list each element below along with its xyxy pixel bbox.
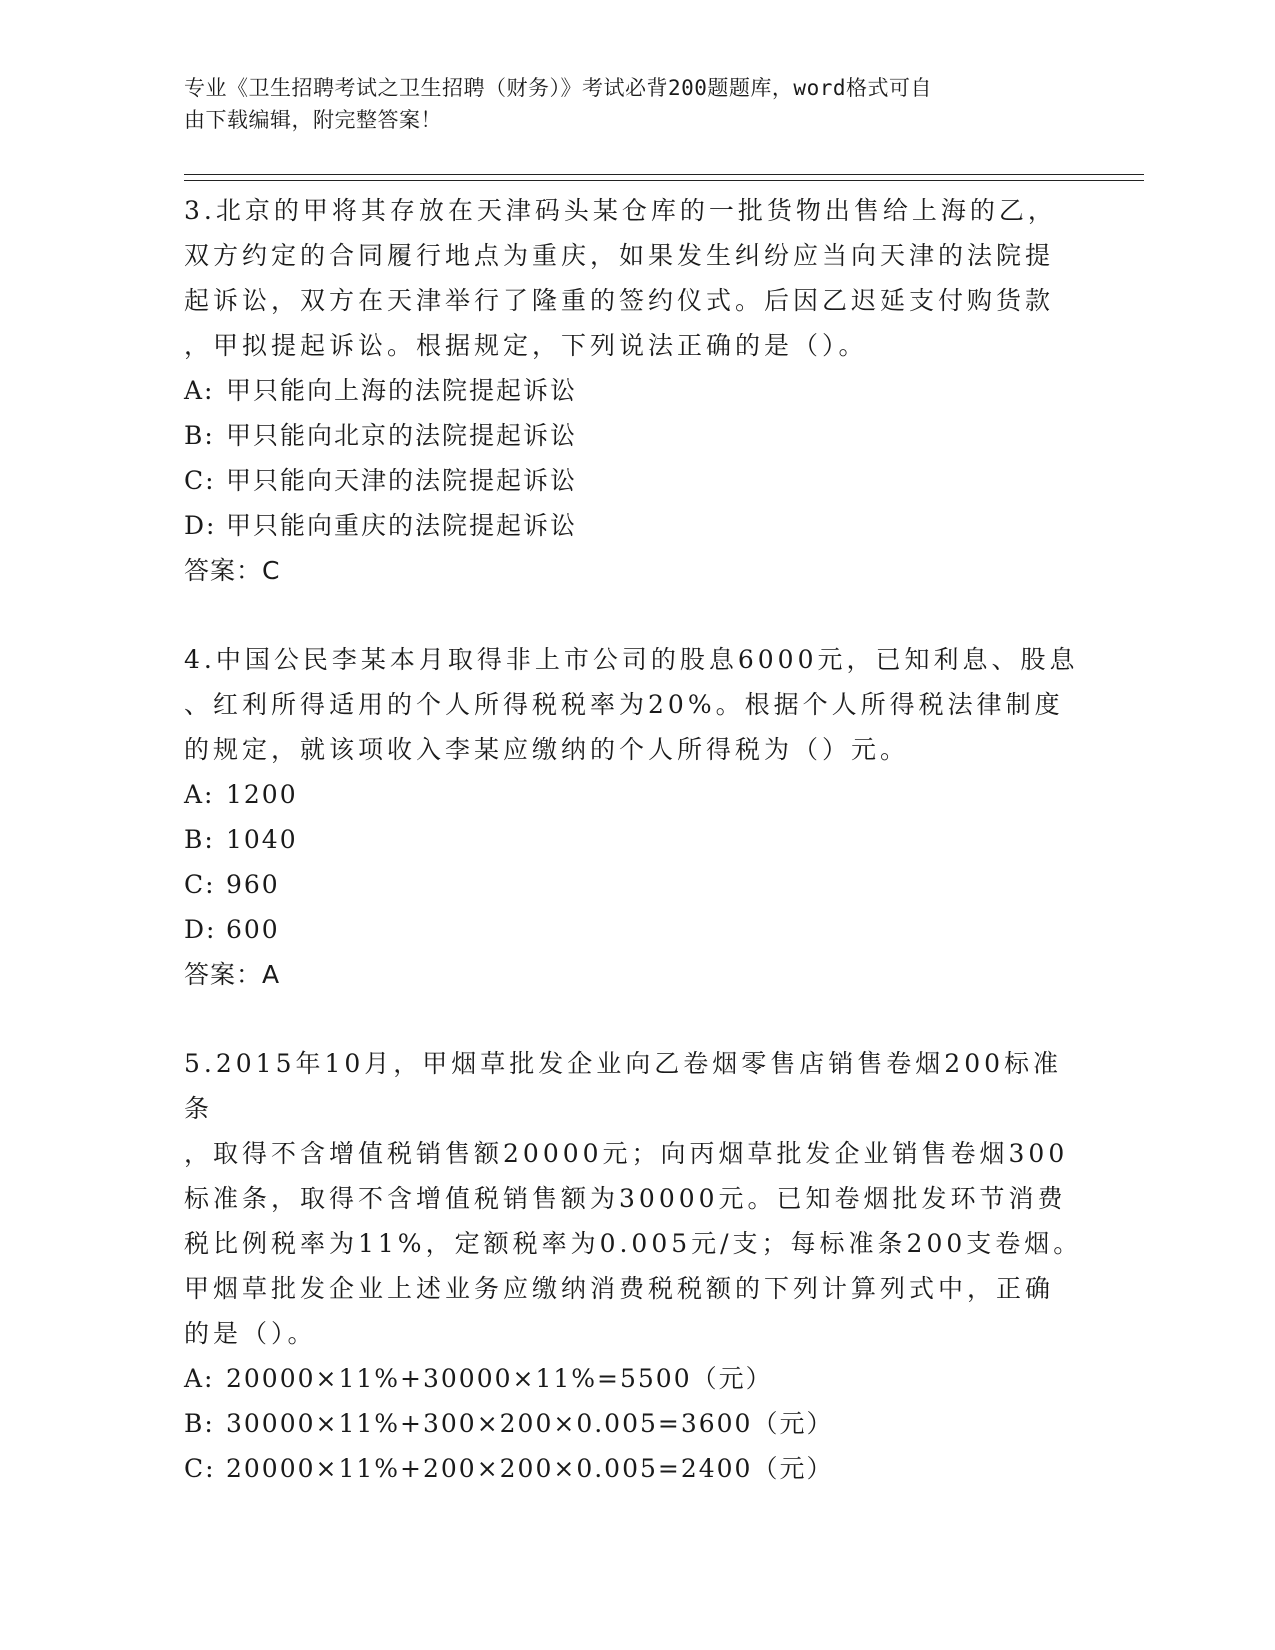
option-letter: A: xyxy=(184,376,215,405)
option-letter: C: xyxy=(184,466,216,495)
option-b xyxy=(184,1401,1084,1446)
question-stem-line: 4.中国公民李某本月取得非上市公司的股息6000元，已知利息、股息 xyxy=(184,645,1079,674)
header-divider-bottom xyxy=(184,180,1144,181)
option-text: 1040 xyxy=(226,825,298,854)
option-letter: C: xyxy=(184,1454,216,1483)
option-letter: B: xyxy=(184,1409,215,1438)
option-text: 20000×11%+200×200×0.005=2400（元） xyxy=(226,1454,834,1483)
question-stem-line: 双方约定的合同履行地点为重庆，如果发生纠纷应当向天津的法院提 xyxy=(184,241,1055,270)
question-stem-line: 甲烟草批发企业上述业务应缴纳消费税税额的下列计算列式中，正确 xyxy=(184,1274,1055,1303)
option-d xyxy=(184,503,1084,548)
option-b xyxy=(184,817,1084,862)
option-letter: B: xyxy=(184,825,215,854)
option-c xyxy=(184,1446,1084,1491)
option-letter: D: xyxy=(184,511,217,540)
question-4 xyxy=(184,637,1084,997)
question-stem-line: 的规定，就该项收入李某应缴纳的个人所得税为（）元。 xyxy=(184,735,910,764)
option-d xyxy=(184,907,1084,952)
header-line-2: 由下载编辑，附完整答案！ xyxy=(184,108,442,132)
option-text: 1200 xyxy=(226,780,298,809)
option-a xyxy=(184,1356,1084,1401)
question-5 xyxy=(184,1041,1084,1491)
option-a xyxy=(184,368,1084,413)
header-divider-top xyxy=(184,174,1144,175)
option-text: 甲只能向重庆的法院提起诉讼 xyxy=(226,511,578,540)
answer-line: 答案：A xyxy=(184,960,281,989)
header-line-1: 专业《卫生招聘考试之卫生招聘（财务）》考试必背200题题库，word格式可自 xyxy=(184,76,932,100)
option-letter: C: xyxy=(184,870,216,899)
question-list xyxy=(184,188,1084,1535)
option-letter: B: xyxy=(184,421,215,450)
option-b xyxy=(184,413,1084,458)
question-stem-line: 、红利所得适用的个人所得税税率为20%。根据个人所得税法律制度 xyxy=(184,690,1064,719)
answer-line: 答案：C xyxy=(184,556,281,585)
option-text: 960 xyxy=(226,870,280,899)
option-text: 甲只能向天津的法院提起诉讼 xyxy=(226,466,578,495)
question-stem-line: ，取得不含增值税销售额20000元；向丙烟草批发企业销售卷烟300 xyxy=(184,1139,1069,1168)
option-text: 30000×11%+300×200×0.005=3600（元） xyxy=(226,1409,834,1438)
option-c xyxy=(184,458,1084,503)
option-text: 20000×11%+30000×11%=5500（元） xyxy=(226,1364,773,1393)
option-text: 甲只能向北京的法院提起诉讼 xyxy=(226,421,578,450)
question-stem-line: 的是（）。 xyxy=(184,1319,317,1348)
option-letter: A: xyxy=(184,780,215,809)
option-letter: D: xyxy=(184,915,217,944)
option-text: 600 xyxy=(226,915,280,944)
question-stem-line: 3.北京的甲将其存放在天津码头某仓库的一批货物出售给上海的乙， xyxy=(184,196,1057,225)
question-stem-line: 税比例税率为11%，定额税率为0.005元/支；每标准条200支卷烟。 xyxy=(184,1229,1083,1258)
question-stem-line: 起诉讼，双方在天津举行了隆重的签约仪式。后因乙迟延支付购货款 xyxy=(184,286,1055,315)
option-text: 甲只能向上海的法院提起诉讼 xyxy=(226,376,578,405)
question-3 xyxy=(184,188,1084,593)
option-a xyxy=(184,772,1084,817)
document-header xyxy=(184,72,1064,136)
question-stem-line: ，甲拟提起诉讼。根据规定，下列说法正确的是（）。 xyxy=(184,331,868,360)
question-stem-line: 标准条，取得不含增值税销售额为30000元。已知卷烟批发环节消费 xyxy=(184,1184,1067,1213)
option-letter: A: xyxy=(184,1364,215,1393)
option-c xyxy=(184,862,1084,907)
question-stem-line: 5.2015年10月，甲烟草批发企业向乙卷烟零售店销售卷烟200标准条 xyxy=(184,1049,1063,1123)
